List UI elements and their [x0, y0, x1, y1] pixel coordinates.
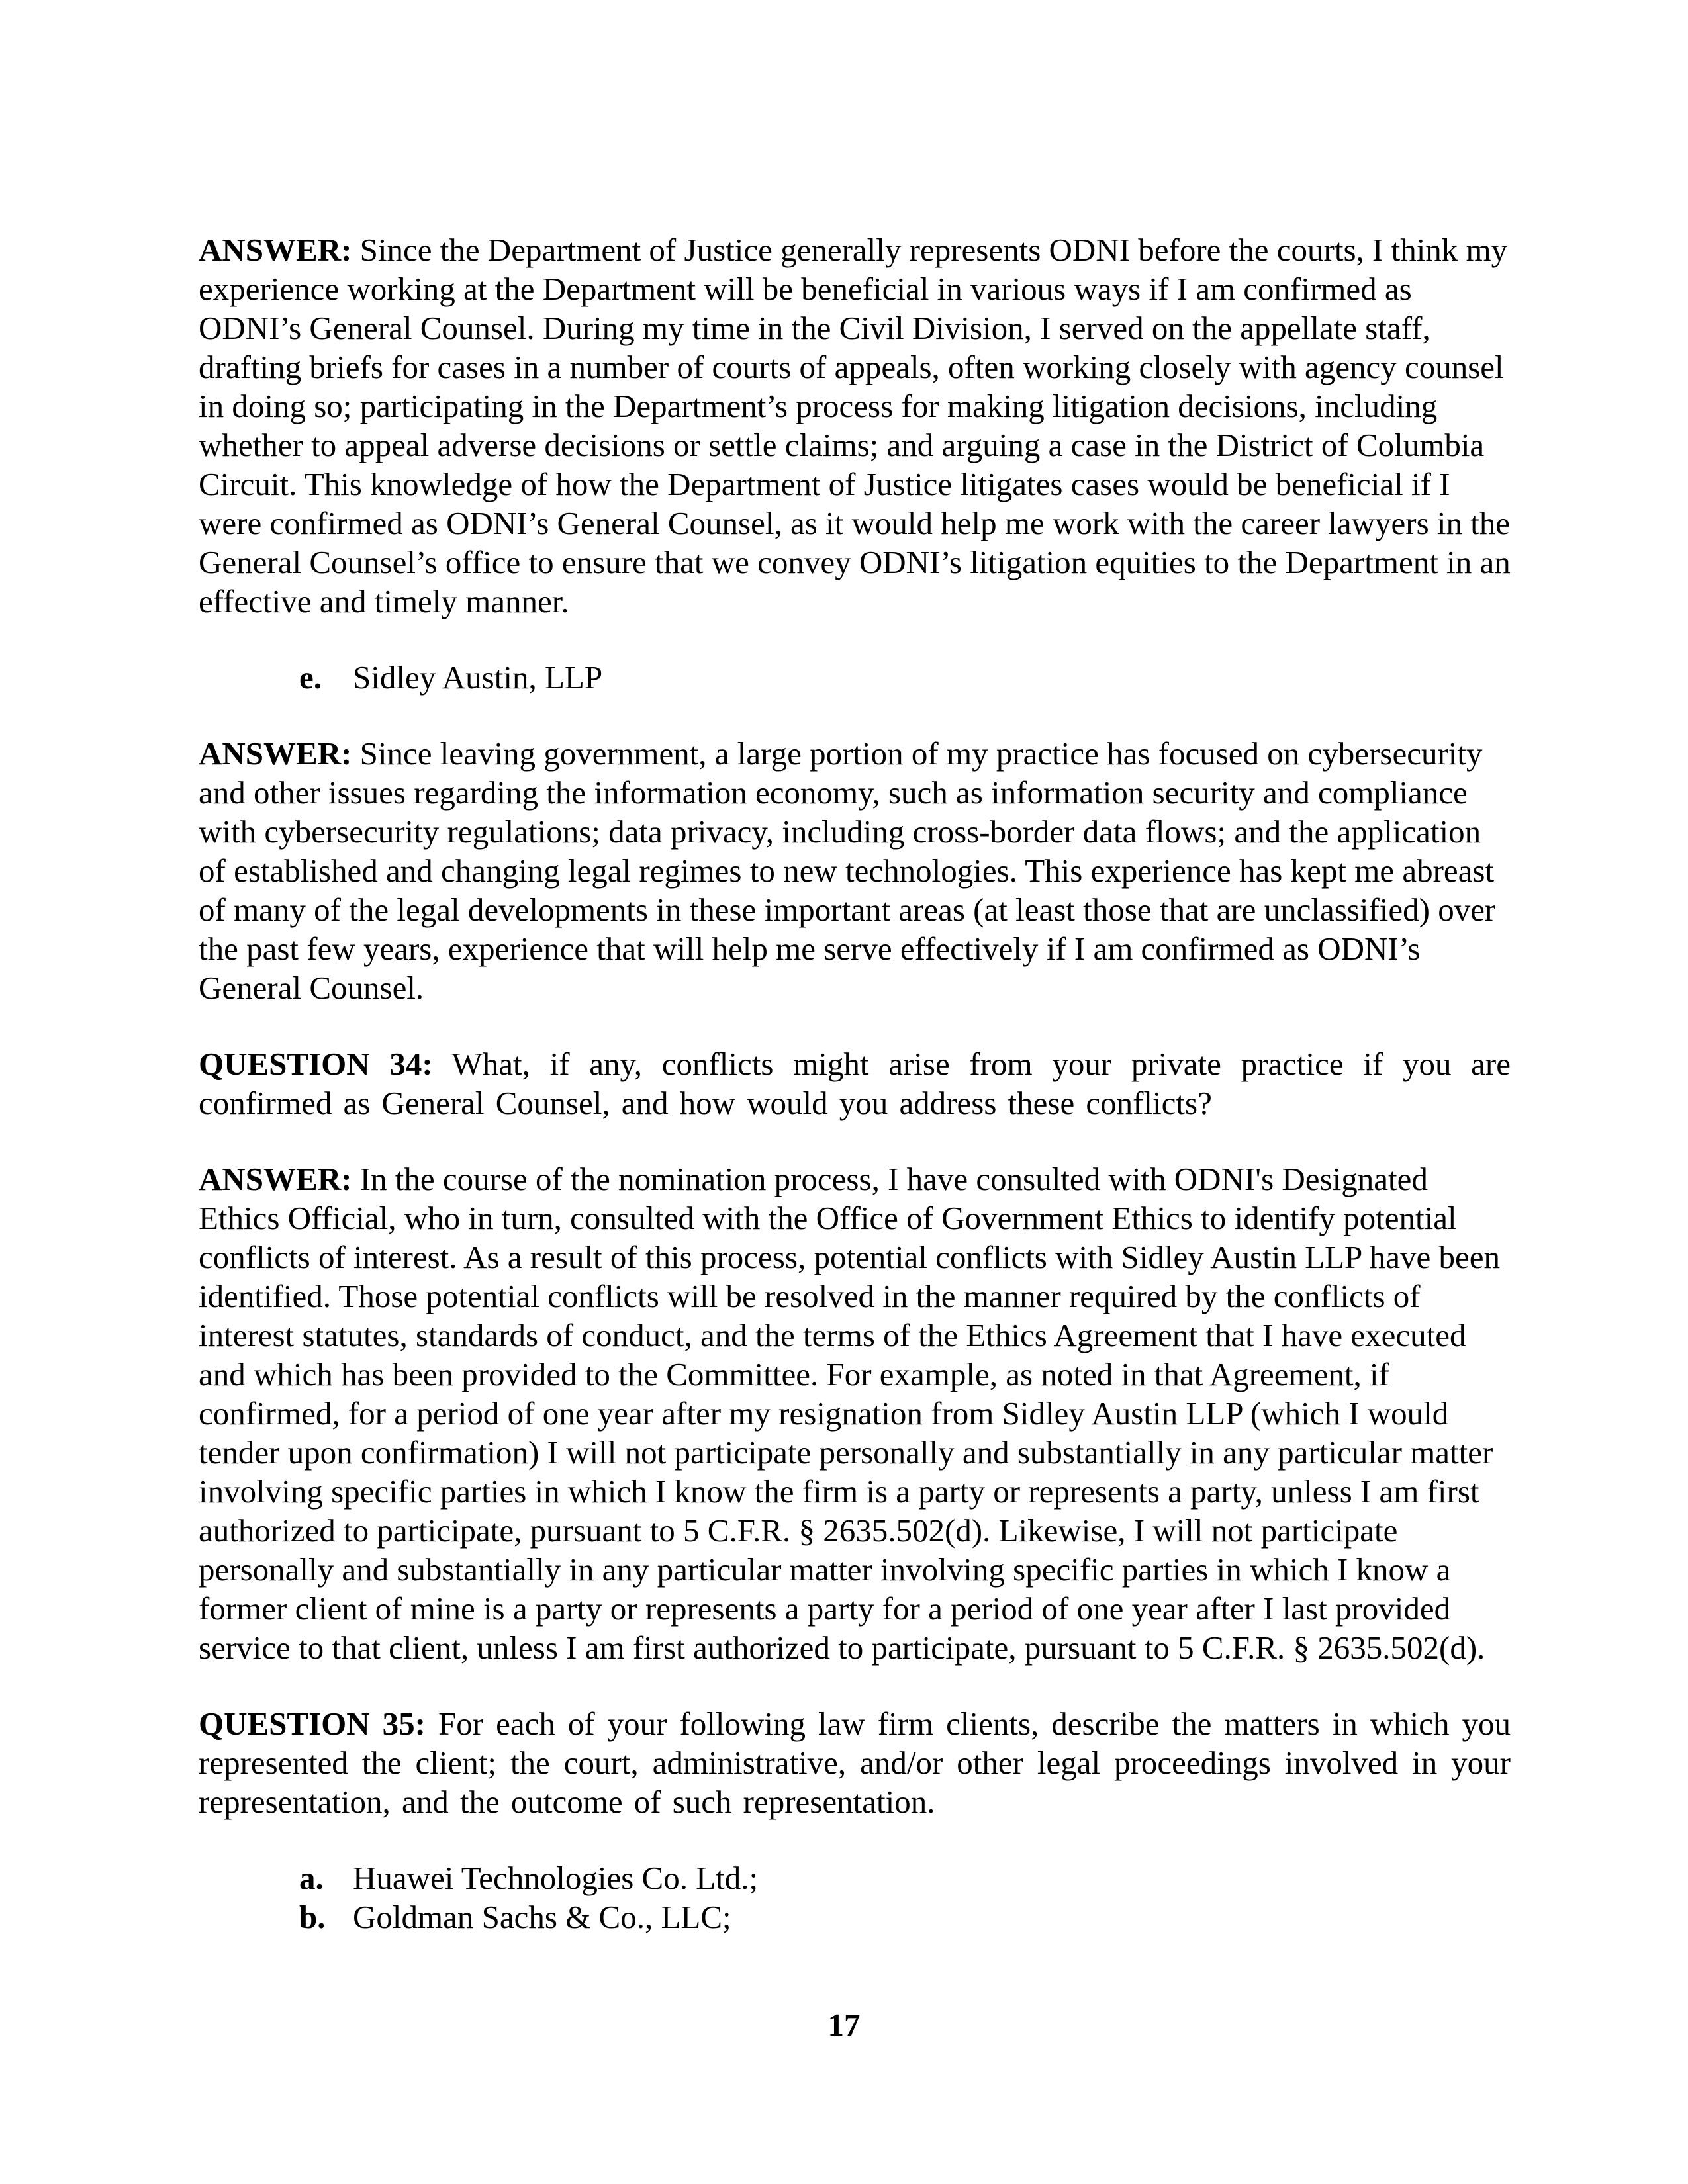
answer-text: Since the Department of Justice generally represents ODNI before the courts, I think my experience working at the Department will be beneficial in various ways if I am confirmed as ODNI’s General Counsel. During my time in the Civil Division, I served on the appellate staff, drafting briefs for cases in a number of courts of appeals, often working closely with agency counsel in doing so; participating in the Department’s process for making litigation decisions, including whether to appeal adverse decisions or settle claims; and arguing a case in the District of Columbia Circuit. This knowledge of how the Department of Justice litigates cases would be beneficial if I were confirmed as ODNI’s General Counsel, as it would help me work with the career lawyers in the General Counsel’s office to ensure that we convey ODNI’s litigation equities to the Department in an effective and timely manner.	[199, 232, 1511, 619]
answer-label: ANSWER:	[199, 735, 352, 772]
sub-item-list-e	[199, 658, 1511, 697]
page-number: 17	[827, 2007, 861, 2043]
question-text: For each of your following law firm clients, describe the matters in which you represented the client; the court, administrative, and/or other legal proceedings involved in your representation, and the outcome of such representation.	[199, 1706, 1511, 1820]
question-35-paragraph	[199, 1704, 1511, 1821]
answer-paragraph-3	[199, 1160, 1511, 1667]
list-item-text: Huawei Technologies Co. Ltd.;	[353, 1860, 759, 1896]
list-item-text: Goldman Sachs & Co., LLC;	[353, 1899, 731, 1935]
question-text: What, if any, conflicts might arise from your private practice if you are confirmed as General Counsel, and how would you address these conflicts?	[199, 1046, 1511, 1121]
list-item-a	[199, 1858, 1511, 1897]
question-label: QUESTION 35:	[199, 1706, 426, 1742]
answer-text: Since leaving government, a large portion of my practice has focused on cybersecurity and other issues regarding the information economy, such as information security and compliance with cybersecurity regulations; data privacy, including cross-border data flows; and the application of established and changing legal regimes to new technologies. This experience has kept me abreast of many of the legal developments in these important areas (at least those that are unclassified) over the past few years, experience that will help me serve effectively if I am confirmed as ODNI’s General Counsel.	[199, 735, 1496, 1006]
list-item-marker: b.	[299, 1899, 326, 1935]
list-item-marker: e.	[299, 659, 322, 696]
list-item-b	[199, 1897, 1511, 1936]
list-item-e	[199, 658, 1511, 697]
list-item-text: Sidley Austin, LLP	[353, 659, 603, 696]
answer-paragraph-2	[199, 734, 1511, 1007]
list-item-marker: a.	[299, 1860, 324, 1896]
answer-text: In the course of the nomination process, I have consulted with ODNI's Designated Ethics Official, who in turn, consulted with the Office of Government Ethics to identify potential conflicts of interest. As a result of this process, potential conflicts with Sidley Austin LLP have been identified. Those potential conflicts will be resolved in the manner required by the conflicts of interest statutes, standards of conduct, and the terms of the Ethics Agreement that I have executed and which has been provided to the Committee. For example, as noted in that Agreement, if confirmed, for a period of one year after my resignation from Sidley Austin LLP (which I would tender upon confirmation) I will not participate personally and substantially in any particular matter involving specific parties in which I know the firm is a party or represents a party, unless I am first authorized to participate, pursuant to 5 C.F.R. § 2635.502(d). Likewise, I will not participate personally and substantially in any particular matter involving specific parties in which I know a former client of mine is a party or represents a party for a period of one year after I last provided service to that client, unless I am first authorized to participate, pursuant to 5 C.F.R. § 2635.502(d).	[199, 1161, 1500, 1666]
question-34-paragraph	[199, 1044, 1511, 1122]
answer-label: ANSWER:	[199, 1161, 352, 1197]
page-footer	[0, 2005, 1688, 2044]
answer-paragraph-1	[199, 230, 1511, 621]
question-label: QUESTION 34:	[199, 1046, 433, 1082]
answer-label: ANSWER:	[199, 232, 352, 268]
client-list	[199, 1858, 1511, 1936]
